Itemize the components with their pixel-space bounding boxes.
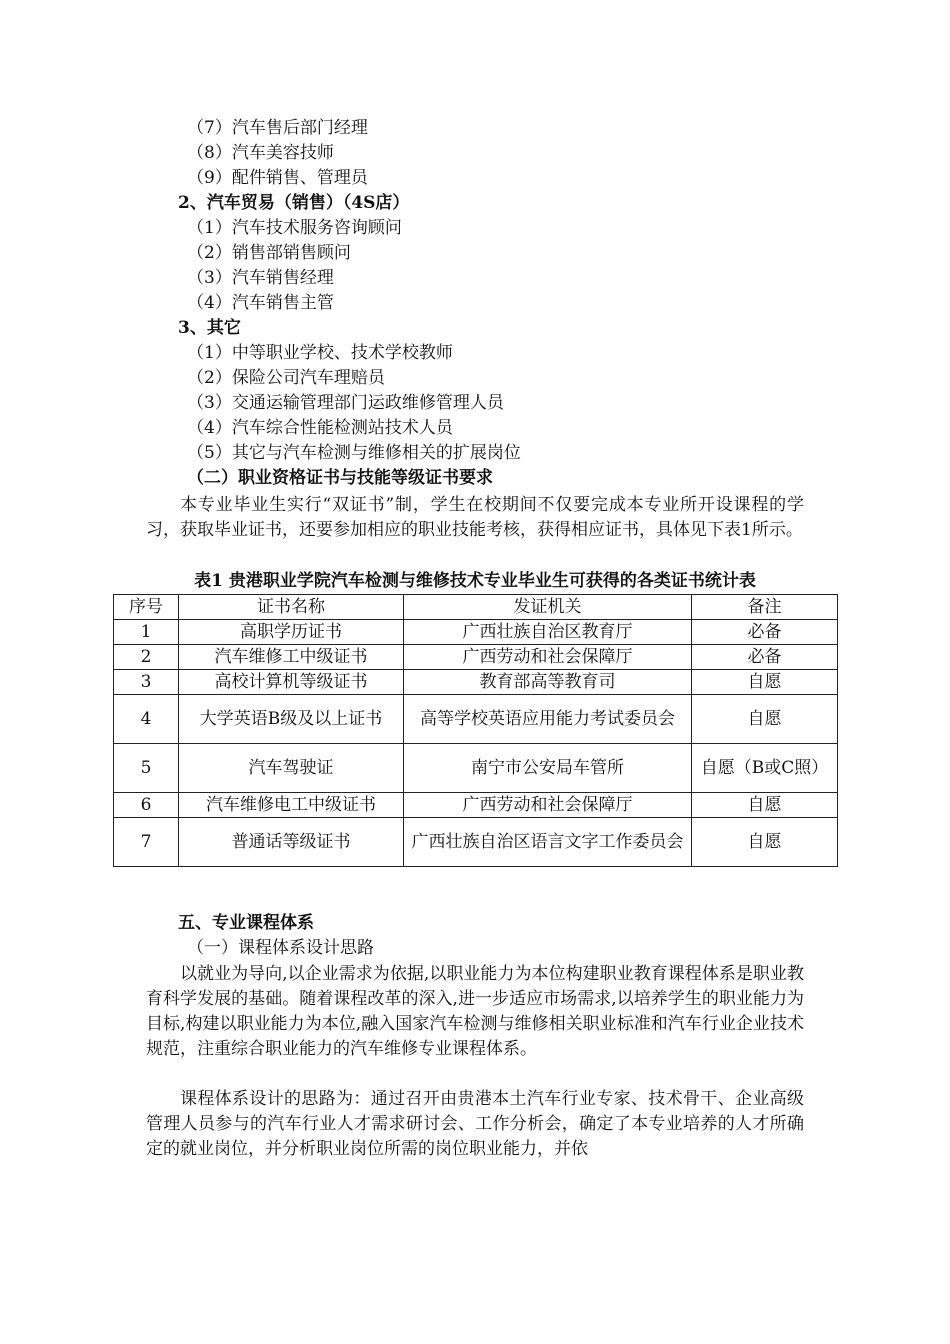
table-cell: 自愿: [692, 793, 838, 818]
list-item: （8）汽车美容技师: [187, 143, 334, 163]
list-item: （9）配件销售、管理员: [187, 168, 368, 188]
table-cell: 必备: [692, 645, 838, 670]
table-cell: 广西劳动和社会保障厅: [404, 793, 692, 818]
table-cell: 5: [114, 744, 179, 793]
list-item: （7）汽车售后部门经理: [187, 118, 368, 138]
subsection-heading: （二）职业资格证书与技能等级证书要求: [187, 468, 493, 488]
table-row: [114, 695, 838, 744]
table-cell: 汽车驾驶证: [179, 744, 404, 793]
table-cell: 4: [114, 695, 179, 744]
section-heading: 2、汽车贸易（销售）（4S店）: [178, 193, 410, 213]
table-row: [114, 793, 838, 818]
table-cell: 高等学校英语应用能力考试委员会: [404, 695, 692, 744]
table-cell: 广西壮族自治区教育厅: [404, 620, 692, 645]
table-cell: 广西劳动和社会保障厅: [404, 645, 692, 670]
table-cell: 普通话等级证书: [179, 818, 404, 867]
table-caption: 表1 贵港职业学院汽车检测与维修技术专业毕业生可获得的各类证书统计表: [194, 571, 756, 591]
subsection-heading: （一）课程体系设计思路: [187, 938, 374, 958]
table-cell: 自愿: [692, 695, 838, 744]
table-cell: 高职学历证书: [179, 620, 404, 645]
table-row: [114, 620, 838, 645]
table-header-cell: 序号: [114, 595, 179, 620]
table-row: [114, 818, 838, 867]
list-item: （1）中等职业学校、技术学校教师: [187, 343, 453, 363]
list-item: （2）销售部销售顾问: [187, 243, 351, 263]
table-cell: 2: [114, 645, 179, 670]
intro-paragraph: 本专业毕业生实行“双证书”制，学生在校期间不仅要完成本专业所开设课程的学习，获取毕业证书，还要参加相应的职业技能考核，获得相应证书，具体见下表1所示。: [146, 495, 804, 540]
table-cell: 汽车维修电工中级证书: [179, 793, 404, 818]
table-header-cell: 证书名称: [179, 595, 404, 620]
section-heading: 3、其它: [178, 318, 241, 338]
table-cell: 自愿（B或C照）: [692, 744, 838, 793]
table-row: [114, 670, 838, 695]
list-item: （2）保险公司汽车理赔员: [187, 368, 385, 388]
table-header-cell: 备注: [692, 595, 838, 620]
table-cell: 自愿: [692, 818, 838, 867]
table-cell: 7: [114, 818, 179, 867]
body-paragraph: 课程体系设计的思路为：通过召开由贵港本土汽车行业专家、技术骨干、企业高级管理人员参与的汽车行业人才需求研讨会、工作分析会，确定了本专业培养的人才所确定的就业岗位，并分析职业岗位所需的岗位职业能力，并依: [146, 1089, 804, 1159]
list-item: （4）汽车综合性能检测站技术人员: [187, 418, 453, 438]
table-cell: 高校计算机等级证书: [179, 670, 404, 695]
table-header-row: [114, 595, 838, 620]
list-item: （3）汽车销售经理: [187, 268, 334, 288]
body-paragraph: 以就业为导向,以企业需求为依据,以职业能力为本位构建职业教育课程体系是职业教育科学发展的基础。随着课程改革的深入,进一步适应市场需求,以培养学生的职业能力为目标,构建以职业能力为本位,融入国家汽车检测与维修相关职业标准和汽车行业企业技术规范，注重综合职业能力的汽车维修专业课程体系。: [146, 964, 804, 1059]
table-cell: 汽车维修工中级证书: [179, 645, 404, 670]
table-cell: 1: [114, 620, 179, 645]
table-cell: 南宁市公安局车管所: [404, 744, 692, 793]
section-heading: 五、专业课程体系: [178, 913, 314, 933]
certificate-table: [113, 594, 838, 867]
table-cell: 3: [114, 670, 179, 695]
list-item: （1）汽车技术服务咨询顾问: [187, 218, 402, 238]
table-row: [114, 744, 838, 793]
table-row: [114, 645, 838, 670]
table-cell: 6: [114, 793, 179, 818]
table-cell: 必备: [692, 620, 838, 645]
table-cell: 自愿: [692, 670, 838, 695]
table-header-cell: 发证机关: [404, 595, 692, 620]
table-cell: 大学英语B级及以上证书: [179, 695, 404, 744]
table-cell: 教育部高等教育司: [404, 670, 692, 695]
list-item: （4）汽车销售主管: [187, 293, 334, 313]
list-item: （5）其它与汽车检测与维修相关的扩展岗位: [187, 443, 521, 463]
list-item: （3）交通运输管理部门运政维修管理人员: [187, 393, 504, 413]
table-cell: 广西壮族自治区语言文字工作委员会: [404, 818, 692, 867]
